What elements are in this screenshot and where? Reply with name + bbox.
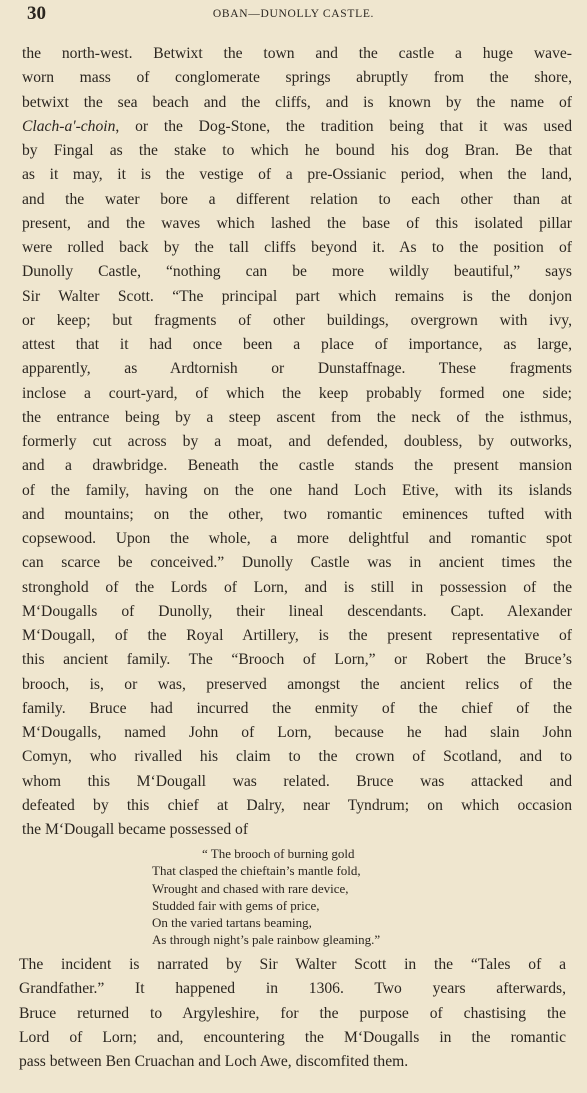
text-line: and a drawbridge. Beneath the castle stands the present mansion (22, 457, 572, 475)
running-title: OBAN—DUNOLLY CASTLE. (212, 8, 375, 20)
text-line: as it may, it is the vestige of a pre-Ossianic period, when the land, (22, 166, 572, 184)
text-line: this ancient family. The “Brooch of Lorn,” or Robert the Bruce’s (22, 651, 572, 669)
text-line: pass between Ben Cruachan and Loch Awe, discomfited them. (19, 1053, 409, 1070)
page-number: 30 (27, 3, 46, 24)
text-line: whom this M‘Dougall was related. Bruce was attacked and (22, 772, 572, 790)
text-line: inclose a court-yard, of which the keep probably formed one side; (22, 384, 572, 402)
verse-line: “ The brooch of burning gold (202, 846, 355, 861)
text-line: Comyn, who rivalled his claim to the crown of Scotland, and to (22, 748, 572, 766)
text-line: by Fingal as the stake to which he bound his dog Bran. Be that (22, 142, 572, 159)
text-line: formerly cut across by a moat, and defended, doubless, by outworks, (22, 433, 572, 450)
verse-line: That clasped the chieftain’s mantle fold, (152, 863, 361, 879)
text-line: were rolled back by the tall cliffs beyond it. As to the position of (22, 239, 572, 256)
verse-line: On the varied tartans beaming, (152, 915, 312, 931)
text-line: worn mass of conglomerate springs abruptly from the shore, (22, 69, 572, 87)
line-remainder: , or the Dog-Stone, the tradition being that it was used (115, 117, 572, 135)
text-line: of the family, having on the one hand Loch Etive, with its islands (22, 481, 572, 499)
text-line: Bruce returned to Argyleshire, for the purpose of chastising the (19, 1004, 566, 1022)
text-line: The incident is narrated by Sir Walter Scott in the “Tales of a (19, 956, 566, 973)
text-line: the M‘Dougall became possessed of (22, 821, 249, 838)
italic-term: Clach-a'-choin (22, 117, 116, 135)
text-line: copsewood. Upon the whole, a more delightful and romantic spot (22, 530, 572, 547)
verse-line: Studded fair with gems of price, (152, 897, 320, 913)
text-line: betwixt the sea beach and the cliffs, and is known by the name of (22, 93, 572, 111)
text-line: the north-west. Betwixt the town and the castle a huge wave- (22, 45, 572, 62)
verse-quotation (152, 845, 380, 949)
text-line (22, 115, 572, 139)
text-line: Lord of Lorn; and, encountering the M‘Dougalls in the romantic (19, 1028, 566, 1046)
text-line: apparently, as Ardtornish or Dunstaffnage. These fragments (22, 360, 572, 378)
text-line: family. Bruce had incurred the enmity of the chief of the (22, 699, 572, 717)
text-line: Dunolly Castle, “nothing can be more wildly beautiful,” says (22, 263, 572, 281)
text-line: can scarce be conceived.” Dunolly Castle was in ancient times the (22, 554, 572, 572)
text-line: and mountains; on the other, two romantic eminences tufted with (22, 505, 572, 523)
text-line: Grandfather.” It happened in 1306. Two years afterwards, (19, 980, 566, 998)
verse-line: As through night’s pale rainbow gleaming.” (152, 932, 381, 948)
text-line: stronghold of the Lords of Lorn, and is still in possession of the (22, 578, 572, 596)
verse-line: Wrought and chased with rare device, (152, 880, 349, 896)
text-line: brooch, is, or was, preserved amongst the ancient relics of the (22, 675, 572, 693)
text-line: or keep; but fragments of other buildings, overgrown with ivy, (22, 311, 572, 329)
closing-paragraph (19, 953, 566, 1074)
text-line: present, and the waves which lashed the base of this isolated pillar (22, 214, 572, 232)
text-line: and the water bore a different relation to each other than at (22, 190, 572, 208)
text-line: defeated by this chief at Dalry, near Tyndrum; on which occasion (22, 796, 572, 814)
text-line: M‘Dougalls of Dunolly, their lineal descendants. Capt. Alexander (22, 602, 572, 620)
text-line: attest that it had once been a place of importance, as large, (22, 336, 572, 353)
main-paragraph (22, 42, 572, 842)
text-line: M‘Dougall, of the Royal Artillery, is the present representative of (22, 627, 572, 644)
text-line: the entrance being by a steep ascent from the neck of the isthmus, (22, 408, 572, 426)
text-line: Sir Walter Scott. “The principal part which remains is the donjon (22, 287, 572, 305)
text-line: M‘Dougalls, named John of Lorn, because he had slain John (22, 724, 572, 741)
